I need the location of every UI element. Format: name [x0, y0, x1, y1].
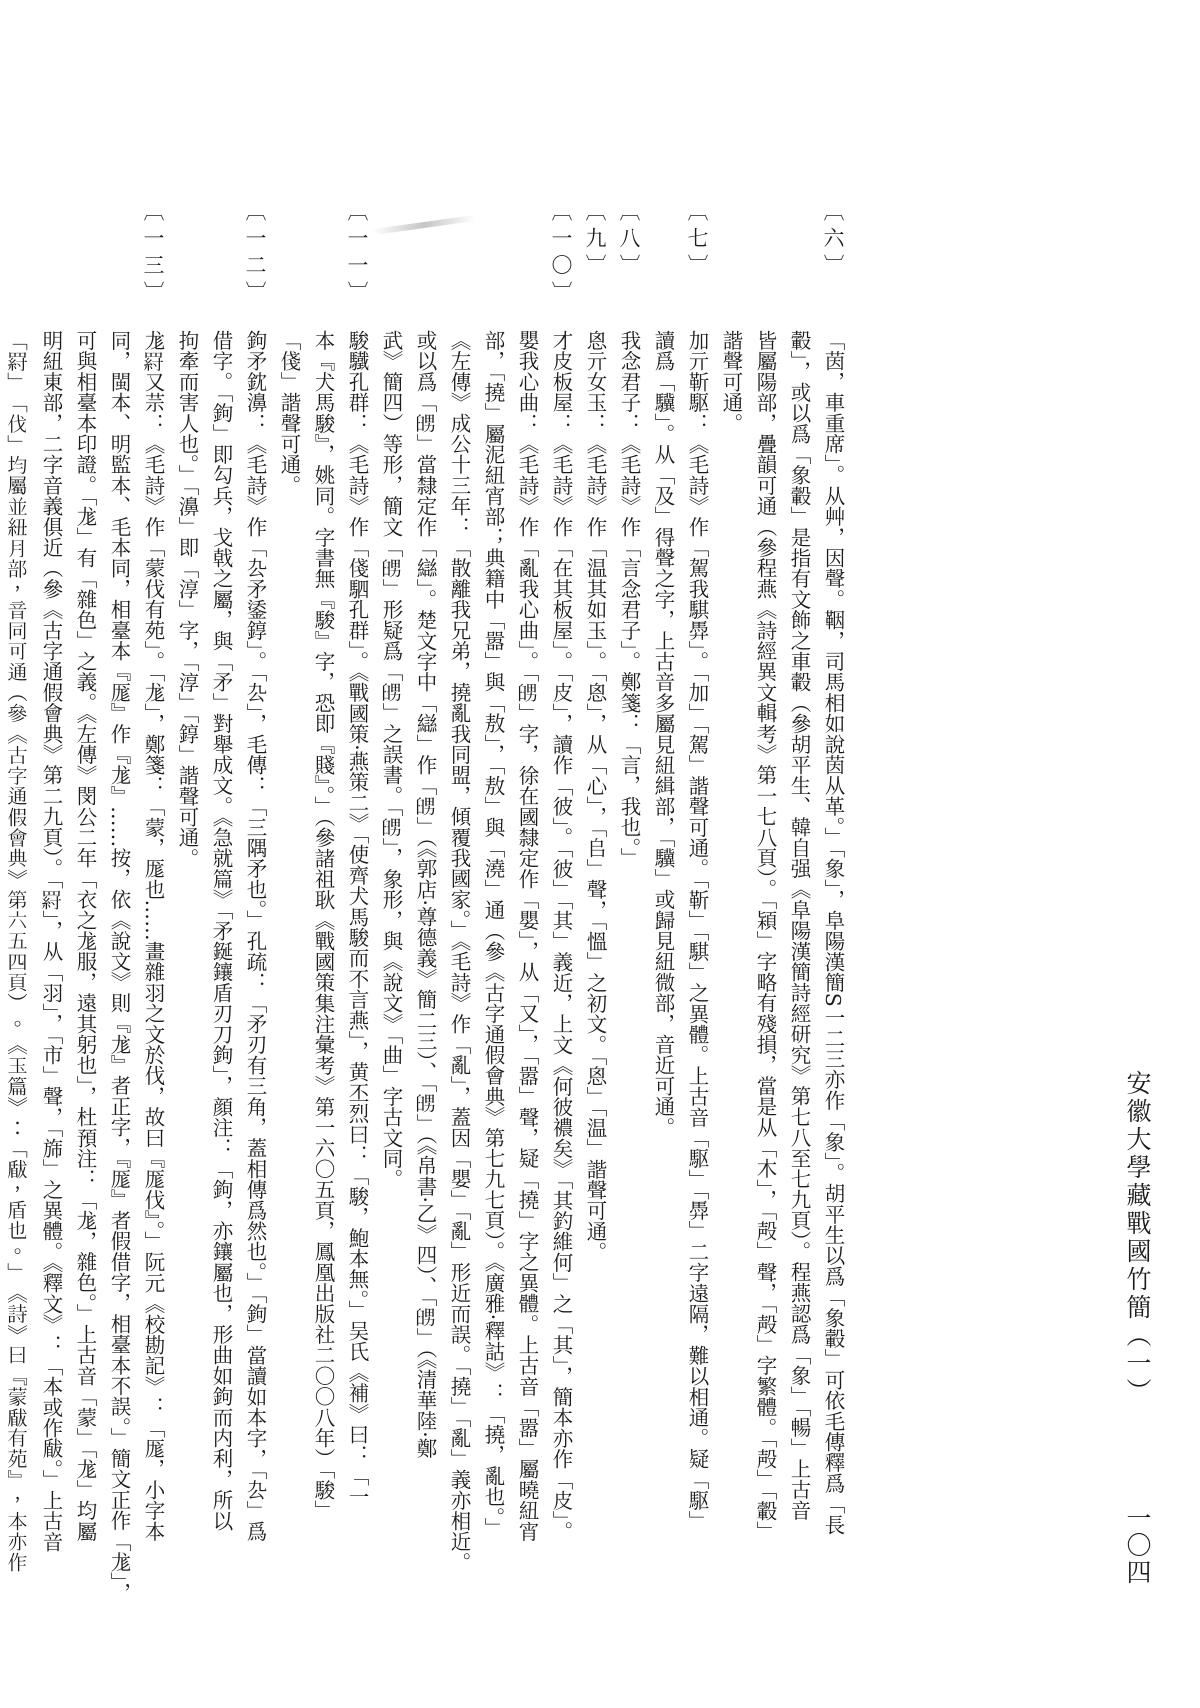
- text-column: 鉤矛鈂濞：《毛詩》作「厹矛鋈錞」。「厹」，毛傳：「三隅矛也。」孔疏：「矛刃有三角，蓋相傳爲然也。」「鉤」當讀如本字，「厹」爲: [243, 330, 267, 1542]
- note-number-6: 〔六〕: [821, 200, 845, 281]
- text-column: 武》簡四）等形，簡文「𦥶」形疑爲「𦥶」之誤書。「𦥶」，象形，與《說文》「曲」字古文同。: [379, 330, 403, 1190]
- running-header: 安徽大學藏戰國竹簡（一）: [1123, 1070, 1152, 1406]
- text-column: 部，「撓」屬泥紐宵部；典籍中「嚣」與「敖」，「敖」與「澆」通（參《古字通假會典》第七九七頁）。《廣雅·釋詁》：「撓，亂也。」: [481, 330, 505, 1538]
- text-column: 或以爲「𦥶」當隸定作「䜌」。楚文字中「䜌」作「𦥶」（《郭店·尊德義》簡二三）、「𦥶」（《帛書·乙》四）、「𦥶」（《清華陸·鄭: [413, 330, 437, 1459]
- text-column: 本『犬馬駿』，姚同。字書無『駿』字，恐即『賤』。」（參諸祖耿《戰國策集注彙考》第一六〇五頁，鳳凰出版社二〇〇八年）「駿」: [311, 330, 335, 1521]
- page-number: 一〇四: [1123, 1505, 1152, 1586]
- text-column: 恖亓女玉：《毛詩》作「温其如玉」。「恖」，从「心」，「𠂤」聲，「慍」之初文。「恖」「温」諧聲可通。: [583, 330, 607, 1263]
- text-column: 嬰我心曲：《毛詩》作「亂我心曲」。「𦥶」字，徐在國隸定作「嬰」，从「又」，「嚣」聲，疑「撓」字之異體。上古音「嚣」屬曉紐宵: [515, 330, 539, 1542]
- note-number-10: 〔一〇〕: [549, 200, 573, 308]
- text-column: 才皮板屋：《毛詩》作「在其板屋」。「皮」，讀作「彼」。「彼」「其」義近，上文《何彼禯矣》「其釣維何」之「其」，簡本亦作「皮」。: [549, 330, 573, 1542]
- text-column: 可與相臺本印證。「尨」有「雜色」之義。《左傳》閔公二年「衣之尨服，遠其躬也」，杜預注：「尨，雜色。」上古音「蒙」「尨」均屬: [73, 330, 97, 1542]
- note-number-9: 〔九〕: [583, 200, 607, 281]
- text-column: 同，閩本、明監本、毛本同，相臺本『厖』作『尨』……按，依《說文》則『尨』者正字，『厖』者假借字，相臺本不誤。」簡文正作「尨」，: [107, 330, 131, 1604]
- text-column: 借字。「鉤」即勾兵，戈戟之屬，與「矛」對舉成文。《急就篇》「矛鋋鑲盾刃刀鉤」，顔注：「鉤，亦鑲屬也，形曲如鉤而内利，所以: [209, 330, 233, 1531]
- text-column: 「𦋝」「伐」均屬並紐月部，音同可通（參《古字通假會典》第六五四頁）。《玉篇》：「瞂，盾也。」《詩》曰『蒙瞂有苑』，本亦作: [5, 330, 29, 1572]
- text-column: 駿驖孔群：《毛詩》作「俴駟孔群」。《戰國策·燕策二》「使齊犬馬駿而不言燕」，黄丕烈曰：「駿，鮑本無。」吴氏《補》曰：「一: [345, 330, 369, 1507]
- text-column: 尨𦋝又䒬：《毛詩》作「蒙伐有苑」。「尨」，鄭箋：「蒙，厖也……畫雜羽之文於伐，故曰『厖伐』。」阮元《校勘記》：「厖，小字本: [141, 330, 165, 1542]
- text-column: 轂」，或以爲「象轂」是指有文飾之車轂（參胡平生、韓自强《阜陽漢簡詩經研究》第七八至七九頁）。程燕認爲「象」「暢」上古音: [787, 330, 811, 1521]
- note-number-8: 〔八〕: [617, 200, 641, 281]
- text-column: 讀爲「驥」。从「及」得聲之字，上古音多屬見紐緝部，「驥」或歸見紐微部，音近可通。: [651, 330, 675, 1138]
- text-column: 皆屬陽部，疊韻可通（參程燕《詩經異文輯考》第一七八頁）。「㯋」字略有殘損，當是从「木」，「殸」聲，「殸」字繁體。「殸」「轂」: [753, 330, 777, 1542]
- text-column: 我念君子：《毛詩》作「言念君子」。鄭箋：「言，我也。」: [617, 330, 641, 869]
- note-number-11: 〔一一〕: [345, 200, 369, 308]
- text-column: 拘牽而害人也。」「濞」即「淳」字，「淳」「錞」諧聲可通。: [175, 330, 199, 869]
- note-number-7: 〔七〕: [685, 200, 709, 281]
- scan-smudge: [372, 215, 476, 235]
- note-number-13: 〔一三〕: [141, 200, 165, 308]
- text-column: 「茵，車重席」。从艸，因聲。鞇，司馬相如說茵从革。」「象」，阜陽漢簡S一二三亦作「象」。胡平生以爲「象轂」可依毛傳釋爲「長: [821, 330, 845, 1535]
- text-column: 明紐東部，二字音義俱近（參《古字通假會典》第二九頁）。「𦋝」，从「羽」，「市」聲，「旆」之異體。《釋文》：「本或作瞂。」上古音: [39, 330, 63, 1553]
- text-column: 《左傳》成公十三年：「散離我兄弟，撓亂我同盟，傾覆我國家。」《毛詩》作「亂」，蓋因「嬰」「亂」形近而誤。「撓」「亂」義亦相近。: [447, 330, 471, 1573]
- note-number-12: 〔一二〕: [243, 200, 267, 308]
- text-column: 「俴」諧聲可通。: [277, 330, 301, 496]
- text-column: 加亓靳駆：《毛詩》作「駕我騏馵」。「加」「駕」諧聲可通。「靳」「騏」之異體。上古音「駆」「馵」二字遠隔，難以相通。疑「駆」: [685, 330, 709, 1532]
- text-column: 諧聲可通。: [719, 330, 743, 434]
